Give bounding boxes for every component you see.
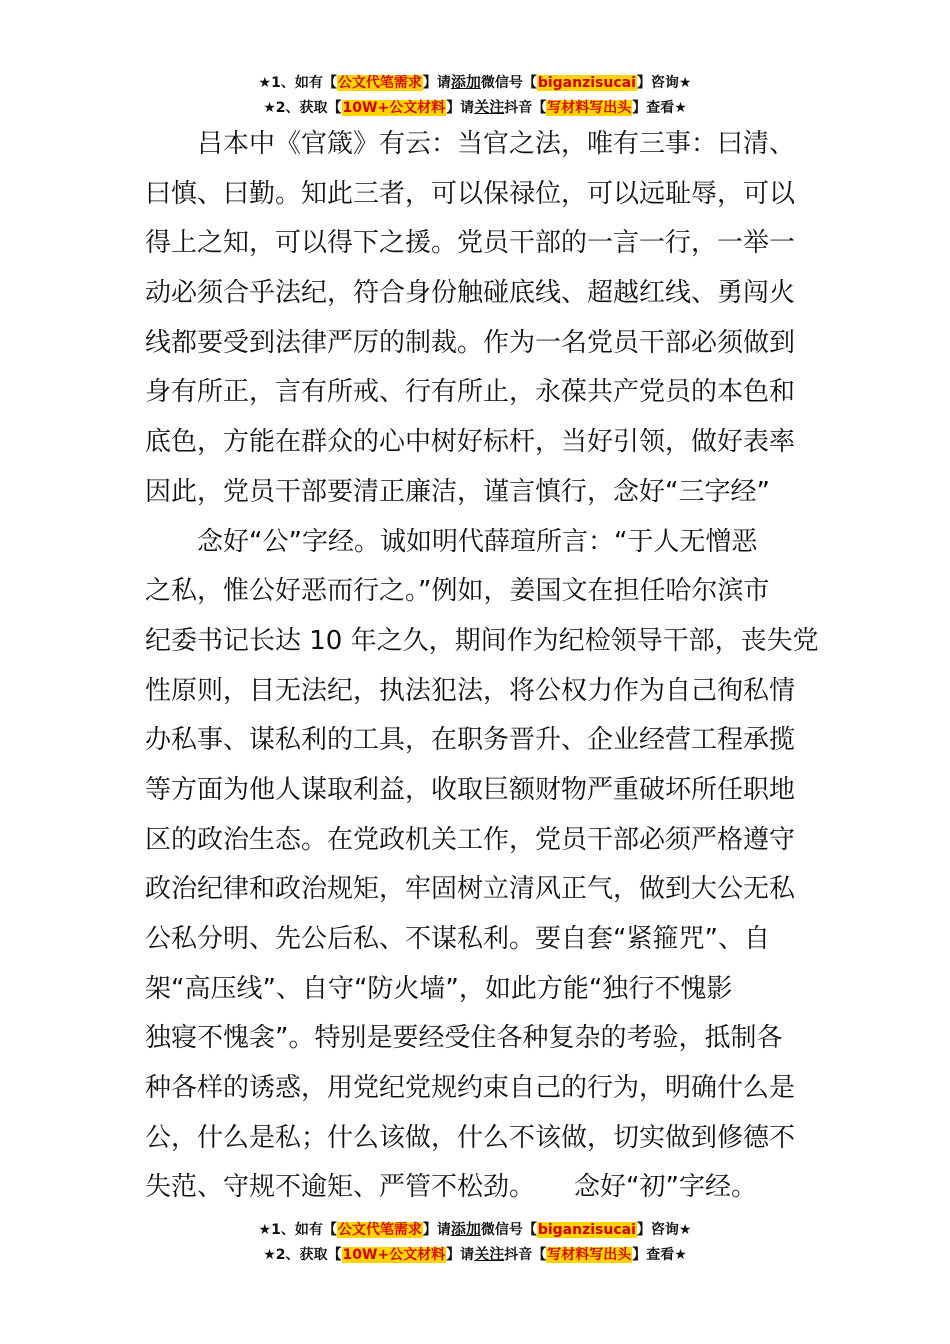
body-line: 纪委书记长达 10 年之久，期间作为纪检领导干部，丧失党 <box>145 625 819 656</box>
header-line-1-text-c: 微信号【 <box>480 75 537 91</box>
body-line: 曰慎、曰勤。知此三者，可以保禄位，可以远耻辱，可以 <box>145 178 796 209</box>
footer-line-2-text-d: 】查看★ <box>632 1247 687 1263</box>
footer-line-2-underline-follow: 关注 <box>474 1245 505 1263</box>
footer-line-1-highlight-service: 公文代笔需求 <box>337 1222 422 1238</box>
body-line: 底色，方能在群众的心中树好标杆，当好引领，做好表率 <box>145 427 796 458</box>
body-text <box>145 120 819 1213</box>
body-line: 动必须合乎法纪，符合身份触碰底线、超越红线、勇闯火 <box>145 278 796 309</box>
body-line: 吕本中《官箴》有云：当官之法，唯有三事：曰清、 <box>145 129 796 159</box>
body-line: 公私分明、先公后私、不谋私利。要自套“紧箍咒”、自 <box>145 924 770 954</box>
header-line-2 <box>0 95 950 120</box>
body-line: 种各样的诱惑，用党纪党规约束自己的行为，明确什么是 <box>145 1073 796 1104</box>
body-line: 公，什么是私；什么该做，什么不该做，切实做到修德不 <box>145 1122 796 1153</box>
body-line: 区的政治生态。在党政机关工作，党员干部必须严格遵守 <box>145 824 796 855</box>
footer-line-1-text-d: 】咨询★ <box>636 1222 692 1238</box>
footer-line-2 <box>0 1242 950 1267</box>
body-line: 性原则，目无法纪，执法犯法，将公权力作为自己徇私情 <box>145 675 796 706</box>
footer-line-2-highlight-materials: 10W+公文材料 <box>342 1247 446 1263</box>
header-line-2-text-d: 】查看★ <box>632 100 687 116</box>
header-line-2-underline-follow: 关注 <box>474 98 505 116</box>
footer-line-2-text-c: 抖音【 <box>504 1247 547 1263</box>
header-line-1-underline-add: 添加 <box>450 73 481 91</box>
body-line: 架“高压线”、自守“防火墙”，如此方能“独行不愧影 <box>145 973 733 1004</box>
body-line: 身有所正，言有所戒、行有所止，永葆共产党员的本色和 <box>145 377 796 408</box>
footer-line-1-underline-add: 添加 <box>450 1220 481 1238</box>
header-line-2-text-a: ★2、获取【 <box>263 100 342 116</box>
body-line: 念好“公”字经。诚如明代薛瑄所言：“于人无憎恶 <box>145 526 758 557</box>
body-line: 得上之知，可以得下之援。党员干部的一言一行，一举一 <box>145 228 796 259</box>
header-line-1-highlight-service: 公文代笔需求 <box>337 75 422 91</box>
header-line-2-highlight-douyin: 写材料写出头 <box>547 100 632 116</box>
header-line-1-highlight-wechat: biganzisucai <box>537 75 636 91</box>
header-line-2-text-c: 抖音【 <box>504 100 547 116</box>
header-line-1-text-a: ★1、如有【 <box>258 75 337 91</box>
body-line: 因此，党员干部要清正廉洁，谨言慎行，念好“三字经” <box>145 476 770 507</box>
body-line: 之私，惟公好恶而行之。”例如，姜国文在担任哈尔滨市 <box>145 576 770 607</box>
body-line: 办私事、谋私利的工具，在职务晋升、企业经营工程承揽 <box>145 725 796 756</box>
body-line: 等方面为他人谋取利益，收取巨额财物严重破坏所任职地 <box>145 774 796 805</box>
footer-line-1-highlight-wechat: biganzisucai <box>537 1222 636 1238</box>
header-line-1-text-b: 】请 <box>422 75 451 91</box>
body-line: 独寝不愧衾”。特别是要经受住各种复杂的考验，抵制各 <box>145 1023 783 1054</box>
footer-line-2-text-a: ★2、获取【 <box>263 1247 342 1263</box>
header-line-2-text-b: 】请 <box>446 100 475 116</box>
header-line-1 <box>0 70 950 95</box>
footer-line-1-text-c: 微信号【 <box>480 1222 537 1238</box>
header-banner <box>0 70 950 120</box>
footer-banner <box>0 1217 950 1267</box>
footer-line-2-highlight-douyin: 写材料写出头 <box>547 1247 632 1263</box>
body-line: 失范、守规不逾矩、严管不松劲。 念好“初”字经。 <box>145 1172 757 1203</box>
header-line-2-highlight-materials: 10W+公文材料 <box>342 100 446 116</box>
footer-line-1 <box>0 1217 950 1242</box>
footer-line-1-text-a: ★1、如有【 <box>258 1222 337 1238</box>
body-line: 政治纪律和政治规矩，牢固树立清风正气，做到大公无私 <box>145 874 796 905</box>
body-line: 线都要受到法律严厉的制裁。作为一名党员干部必须做到 <box>145 327 796 358</box>
footer-line-1-text-b: 】请 <box>422 1222 451 1238</box>
footer-line-2-text-b: 】请 <box>446 1247 475 1263</box>
header-line-1-text-d: 】咨询★ <box>636 75 692 91</box>
